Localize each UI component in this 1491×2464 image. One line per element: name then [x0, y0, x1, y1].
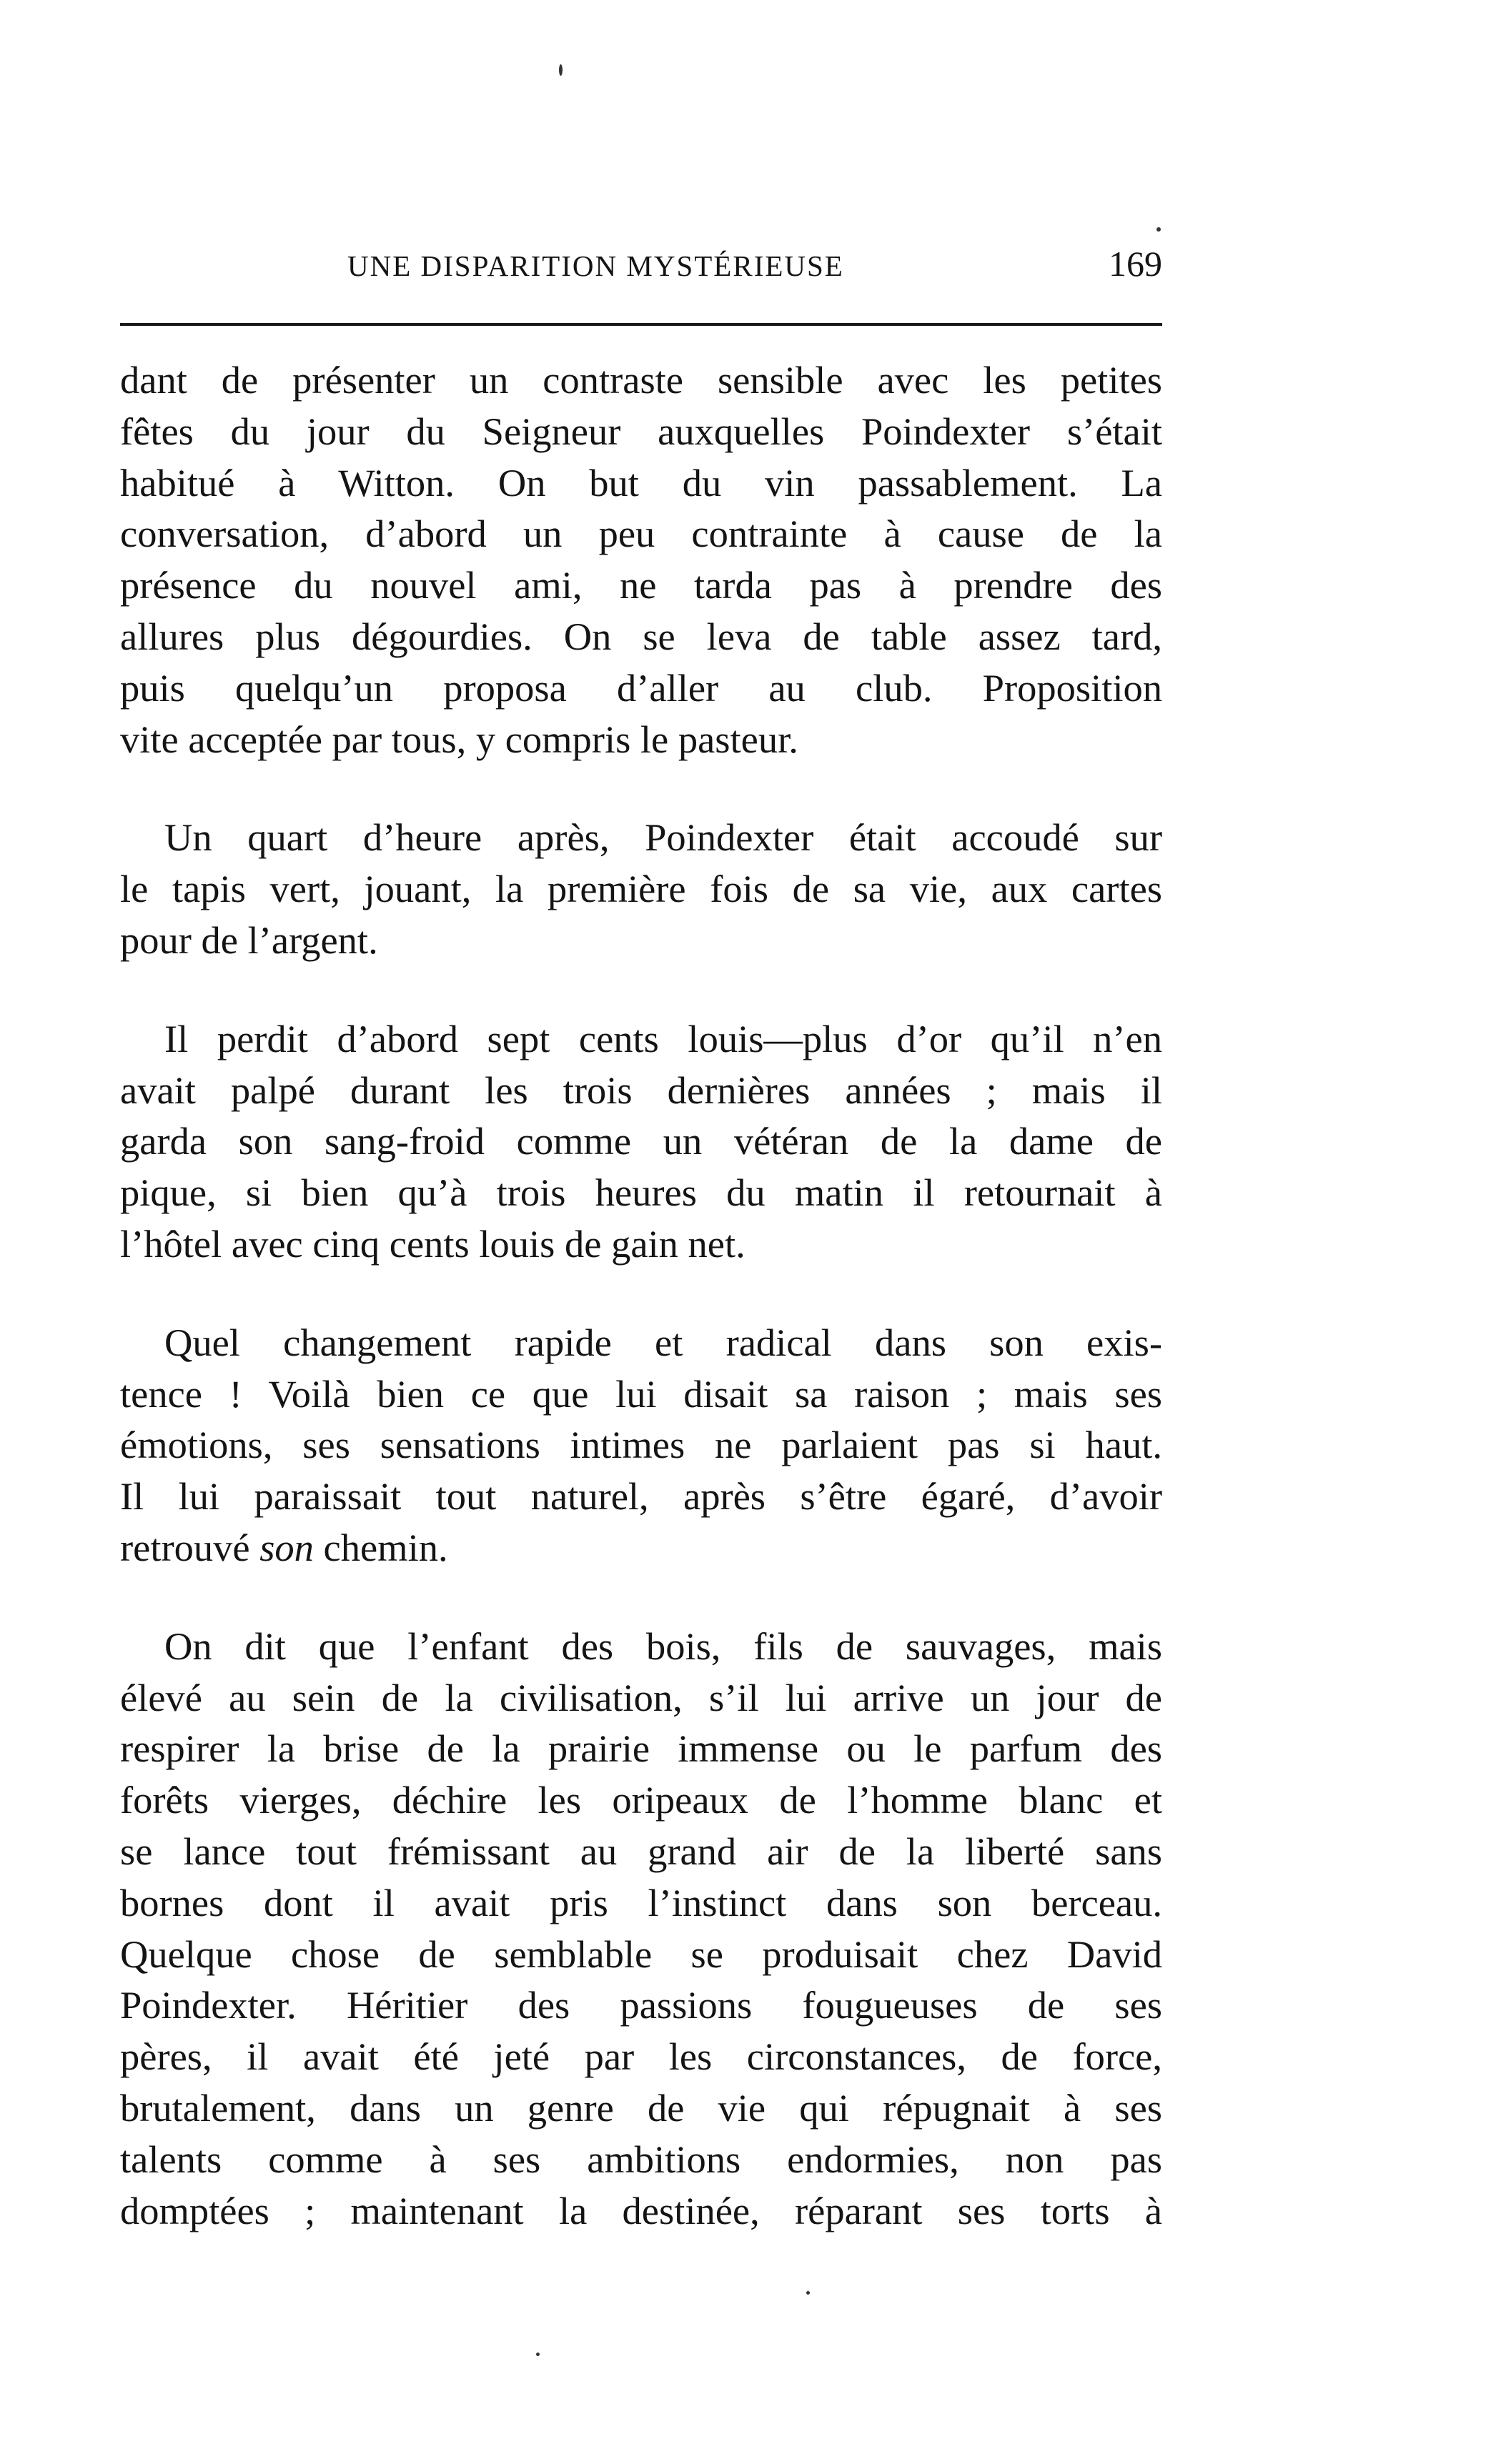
- paragraph-2: [120, 812, 1162, 965]
- paragraph-5: [120, 1621, 1162, 2237]
- text-line: fêtes du jour du Seigneur auxquelles Poindexter s’était: [120, 409, 1162, 453]
- text-line: Quel changement rapide et radical dans son exis-: [164, 1320, 1162, 1364]
- text-line: Il perdit d’abord sept cents louis—plus d’or qu’il n’en: [164, 1016, 1162, 1060]
- text-line: talents comme à ses ambitions endormies, non pas: [120, 2137, 1162, 2181]
- text-line: Quelque chose de semblable se produisait chez David: [120, 1932, 1162, 1976]
- text-line: allures plus dégourdies. On se leva de table assez tard,: [120, 614, 1162, 658]
- text-line: pique, si bien qu’à trois heures du matin il retournait à: [120, 1171, 1162, 1215]
- page-number: 169: [1109, 244, 1162, 284]
- page-body: [120, 354, 1162, 2236]
- ink-speck: [536, 2353, 540, 2356]
- text-line: le tapis vert, jouant, la première fois de sa vie, aux cartes: [120, 867, 1162, 911]
- text-line: forêts vierges, déchire les oripeaux de l’homme blanc et: [120, 1778, 1162, 1822]
- text-line: l’hôtel avec cinq cents louis de gain net.: [120, 1221, 746, 1266]
- text-line: Il lui paraissait tout naturel, après s’être égaré, d’avoir: [120, 1474, 1162, 1519]
- text-line: se lance tout frémissant au grand air de la liberté sans: [120, 1829, 1162, 1873]
- text-line: domptées ; maintenant la destinée, réparant ses torts à: [120, 2188, 1162, 2232]
- text-line: Un quart d’heure après, Poindexter était accoudé sur: [164, 815, 1162, 860]
- ink-speck: [1156, 227, 1161, 232]
- ink-speck: [806, 2291, 810, 2295]
- text-run: chemin.: [313, 1525, 448, 1569]
- ink-speck: [559, 64, 563, 76]
- text-line: pour de l’argent.: [120, 918, 378, 962]
- text-line: bornes dont il avait pris l’instinct dans son berceau.: [120, 1880, 1162, 1924]
- text-line: vite acceptée par tous, y compris le pasteur.: [120, 717, 798, 761]
- text-line: pères, il avait été jeté par les circonstances, de force,: [120, 2035, 1162, 2079]
- italic-word: son: [259, 1525, 314, 1569]
- text-line: dant de présenter un contraste sensible avec les petites: [120, 358, 1162, 402]
- text-run: retrouvé: [120, 1525, 260, 1569]
- text-line: puis quelqu’un proposa d’aller au club. Proposition: [120, 665, 1162, 710]
- text-line: On dit que l’enfant des bois, fils de sauvages, mais: [164, 1624, 1162, 1668]
- text-line: [120, 1522, 1162, 1574]
- text-line: tence ! Voilà bien ce que lui disait sa raison ; mais ses: [120, 1371, 1162, 1416]
- text-line: avait palpé durant les trois dernières années ; mais il: [120, 1068, 1162, 1112]
- text-line: respirer la brise de la prairie immense ou le parfum des: [120, 1727, 1162, 1771]
- paragraph-3: [120, 1013, 1162, 1270]
- text-line: habitué à Witton. On but du vin passablement. La: [120, 460, 1162, 505]
- text-line: conversation, d’abord un peu contrainte à cause de la: [120, 512, 1162, 556]
- running-header: [120, 243, 1162, 293]
- text-line: brutalement, dans un genre de vie qui répugnait à ses: [120, 2085, 1162, 2130]
- text-line: émotions, ses sensations intimes ne parlaient pas si haut.: [120, 1423, 1162, 1467]
- text-line: présence du nouvel ami, ne tarda pas à prendre des: [120, 563, 1162, 607]
- text-line: élevé au sein de la civilisation, s’il lui arrive un jour de: [120, 1675, 1162, 1719]
- paragraph-1: [120, 354, 1162, 765]
- running-title: UNE DISPARITION MYSTÉRIEUSE: [347, 249, 844, 282]
- text-line: garda son sang-froid comme un vétéran de la dame de: [120, 1119, 1162, 1163]
- text-line: Poindexter. Héritier des passions fougueuses de ses: [120, 1983, 1162, 2027]
- paragraph-4: [120, 1317, 1162, 1574]
- header-rule: [120, 323, 1162, 326]
